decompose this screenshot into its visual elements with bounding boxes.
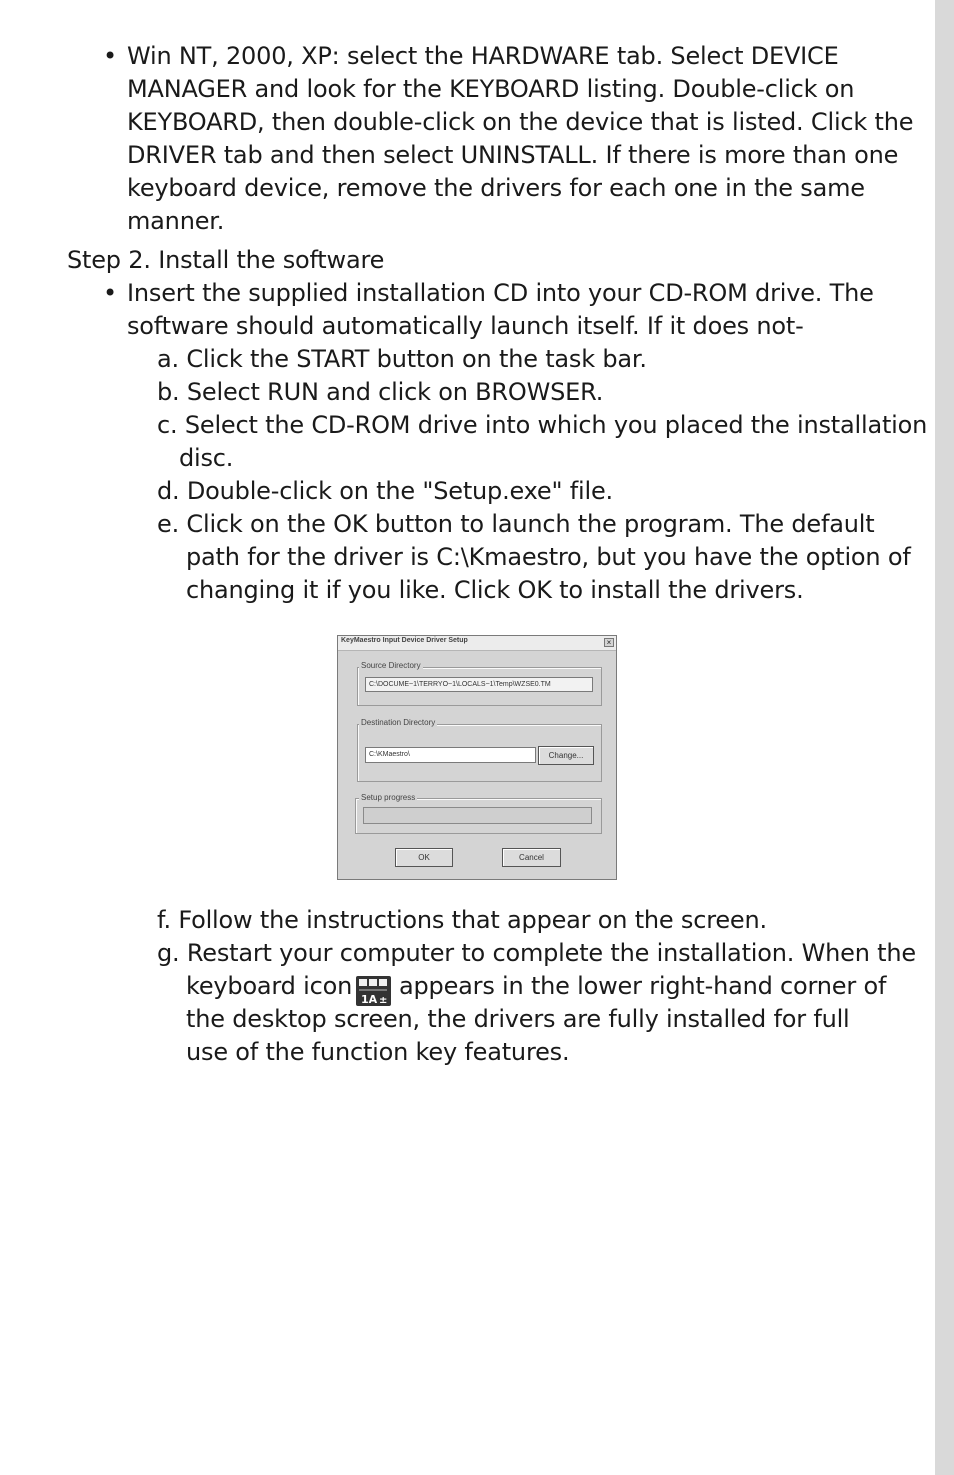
bullet-1-line-3: KEYBOARD, then double-click on the device that is listed. Click the — [127, 108, 914, 136]
bullet-1-line-2: MANAGER and look for the KEYBOARD listing. Double-click on — [127, 75, 855, 103]
bullet-1: • — [103, 42, 118, 70]
close-button[interactable]: × — [604, 638, 614, 647]
source-directory-label: Source Directory — [361, 661, 421, 670]
setup-progress-label: Setup progress — [361, 793, 416, 802]
bullet-1-line-4: DRIVER tab and then select UNINSTALL. If there is more than one — [127, 141, 899, 169]
cancel-button[interactable]: Cancel — [502, 848, 561, 867]
ok-button[interactable]: OK — [395, 848, 453, 867]
step-a: a. Click the START button on the task bar. — [157, 345, 647, 373]
source-directory-field[interactable]: C:\DOCUME~1\TERRYO~1\LOCALS~1\Temp\WZSE0.TM — [365, 677, 593, 692]
step-g-line-2a: keyboard icon — [186, 972, 353, 1000]
svg-text:±: ± — [379, 995, 388, 1006]
destination-directory-input[interactable]: C:\KMaestro\ — [365, 747, 536, 763]
step-c-line-2: disc. — [179, 444, 234, 472]
bullet-1-line-1: Win NT, 2000, XP: select the HARDWARE tab. Select DEVICE — [127, 42, 839, 70]
step-e-line-1: e. Click on the OK button to launch the program. The default — [157, 510, 875, 538]
step-2-heading: Step 2. Install the software — [67, 246, 385, 274]
page-edge-bar — [935, 0, 954, 1475]
keyboard-tray-icon — [356, 976, 391, 1006]
bullet-1-line-5: keyboard device, remove the drivers for each one in the same — [127, 174, 865, 202]
bullet-1-line-6: manner. — [127, 207, 225, 235]
step-b: b. Select RUN and click on BROWSER. — [157, 378, 604, 406]
step-g-line-4: use of the function key features. — [186, 1038, 570, 1066]
destination-directory-label: Destination Directory — [361, 718, 436, 727]
step-g-line-2b: appears in the lower right-hand corner of — [399, 972, 887, 1000]
dialog-title: KeyMaestro Input Device Driver Setup — [341, 637, 468, 644]
setup-progress-bar — [363, 807, 592, 824]
step-f: f. Follow the instructions that appear on the screen. — [157, 906, 767, 934]
step-c-line-1: c. Select the CD-ROM drive into which you placed the installation — [157, 411, 928, 439]
step-g-line-3: the desktop screen, the drivers are fully installed for full — [186, 1005, 850, 1033]
step-g-line-1: g. Restart your computer to complete the installation. When the — [157, 939, 916, 967]
change-button[interactable]: Change... — [538, 746, 594, 765]
step-d: d. Double-click on the "Setup.exe" file. — [157, 477, 613, 505]
bullet-2-line-1: Insert the supplied installation CD into your CD-ROM drive. The — [127, 279, 874, 307]
step-e-line-3: changing it if you like. Click OK to install the drivers. — [186, 576, 804, 604]
svg-text:1A: 1A — [361, 993, 378, 1006]
step-e-line-2: path for the driver is C:\Kmaestro, but you have the option of — [186, 543, 911, 571]
dialog-titlebar — [338, 636, 616, 651]
bullet-2: • — [103, 279, 118, 307]
bullet-2-line-2: software should automatically launch itself. If it does not- — [127, 312, 804, 340]
setup-dialog — [337, 635, 617, 880]
